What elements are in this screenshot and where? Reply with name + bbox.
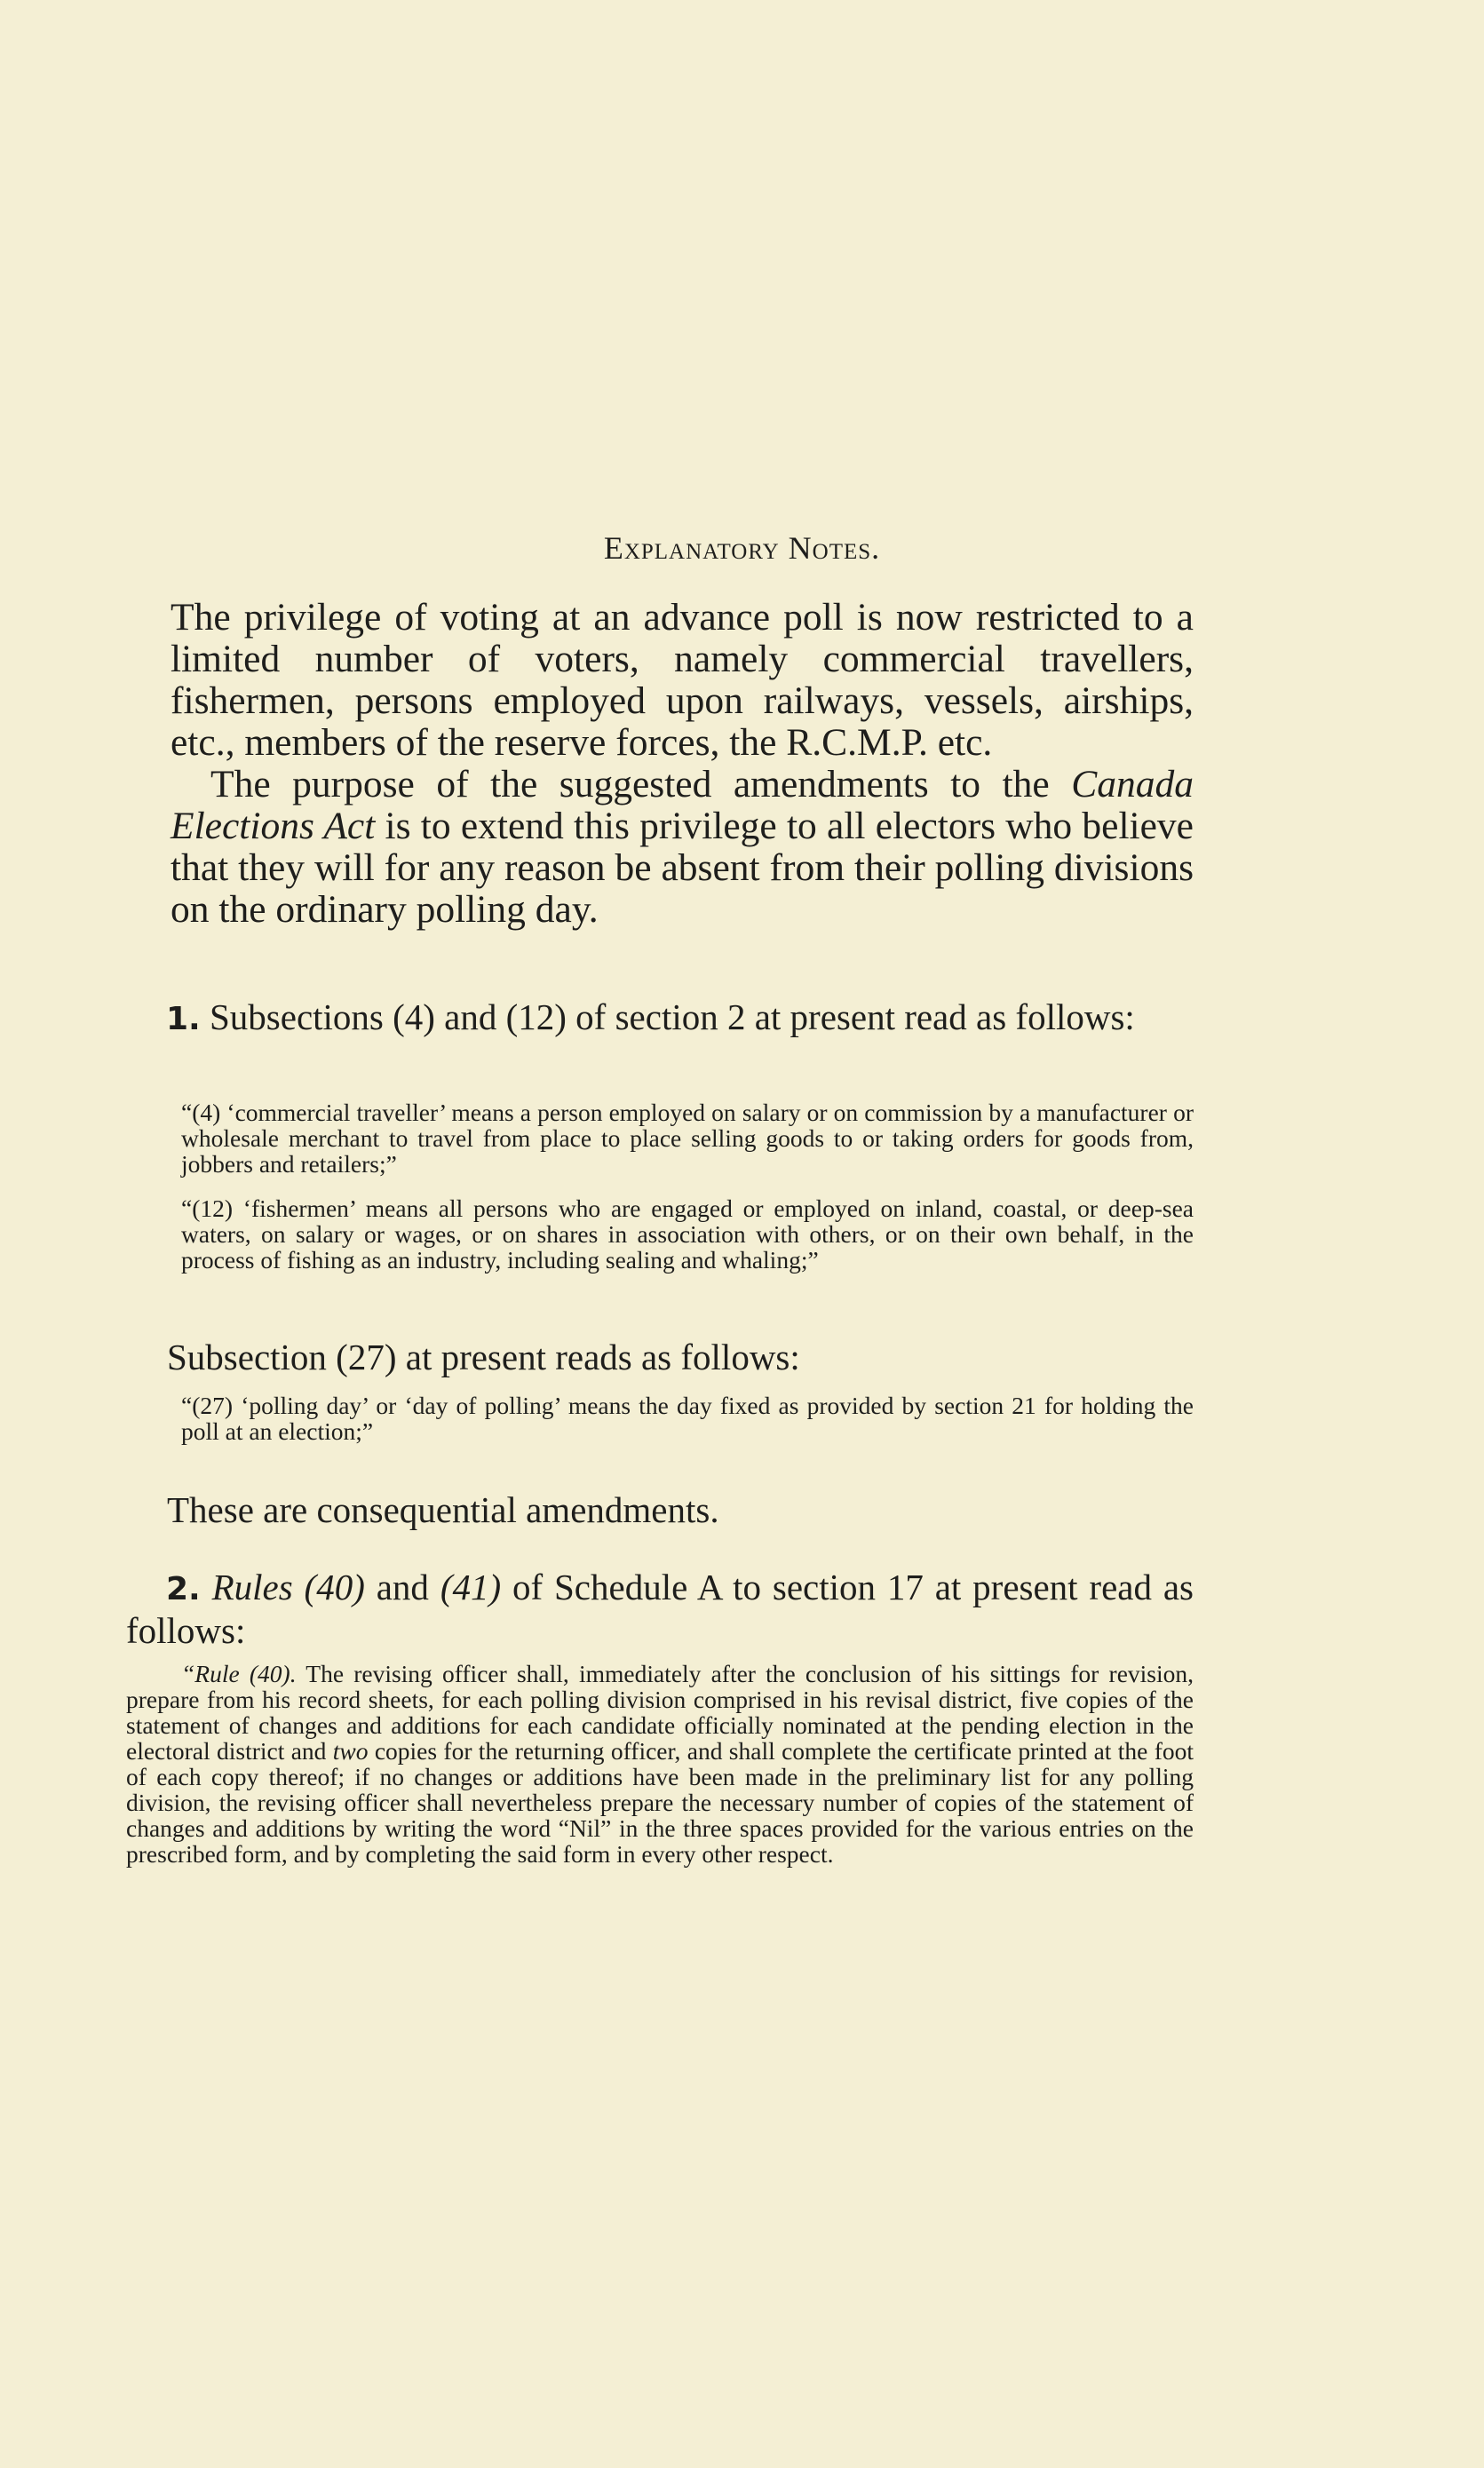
consequential-note: These are consequential amendments. <box>167 1489 719 1530</box>
quote-subsection-4-block <box>181 1099 1194 1177</box>
consequential-note-block <box>167 1489 1194 1531</box>
clause-1-heading-block <box>126 996 1194 1040</box>
clause-1-heading-text: Subsections (4) and (12) of section 2 at present read as follows: <box>200 996 1135 1037</box>
quote-subsection-12: “(12) ‘fishermen’ means all persons who are engaged or employed on inland, coastal, or deep-sea waters, on salary or wages, or on shares in association with others, or on their own behalf, in the process of fishing as an industry, including sealing and whaling;” <box>181 1194 1194 1274</box>
page-title: Explanatory Notes. <box>603 530 881 566</box>
clause-1-heading <box>126 996 1194 1040</box>
quote-subsection-27: “(27) ‘polling day’ or ‘day of polling’ means the day fixed as provided by section 21 for holding the poll at an election;” <box>181 1392 1194 1445</box>
subsection-27-heading: Subsection (27) at present reads as follows: <box>167 1337 800 1377</box>
clause-2-heading-block <box>126 1567 1194 1652</box>
quote-rule-40 <box>126 1661 1194 1867</box>
rule-40-ref: Rules (40) <box>211 1567 365 1607</box>
rule-41-ref: (41) <box>440 1567 502 1607</box>
clause-2-heading-mid: and <box>364 1567 440 1607</box>
quote-subsection-27-block <box>181 1393 1194 1444</box>
intro-paragraph-2 <box>171 764 1194 931</box>
act-name: Canada Elections Act <box>171 763 1194 847</box>
quote-subsection-4: “(4) ‘commercial traveller’ means a person employed on salary or on commission by a manufacturer or wholesale merchant to travel from place to place selling goods to or taking orders for goods from, jobbers and retailers;” <box>181 1099 1194 1178</box>
intro-section <box>171 597 1194 931</box>
quote-rule-40-label: “Rule (40). <box>181 1660 297 1687</box>
clause-2-heading <box>126 1567 1194 1652</box>
clause-2-heading-end: of Schedule A to section 17 at present read as follows: <box>126 1567 1194 1651</box>
quote-subsection-12-block <box>181 1195 1194 1273</box>
intro-paragraph-2-end: is to extend this privilege to all electors who believe that they will for any reason be absent from their polling divisions on the ordinary polling day. <box>171 805 1194 931</box>
clause-1-number: 1. <box>166 1001 201 1037</box>
intro-paragraph-1: The privilege of voting at an advance poll is now restricted to a limited number of voters, namely commercial travellers, fishermen, persons employed upon railways, vessels, airships, etc., members of the reserve forces, the R.C.M.P. etc. <box>171 596 1194 764</box>
intro-paragraph-2-start: The purpose of the suggested amendments to the <box>210 763 1072 805</box>
subsection-27-heading-block <box>167 1337 1194 1378</box>
quote-rule-40-text-b: copies for the returning officer, and shall complete the certificate printed at the foot of each copy thereof; if no changes or additions have been made in the preliminary list for any polling division, the revising officer shall nevertheless prepare the necessary number of copies of the statement of changes and additions by writing the word “Nil” in the three spaces provided for the various entries on the prescribed form, and by completing the said form in every other respect. <box>126 1737 1194 1868</box>
clause-2-number: 2. <box>166 1571 201 1607</box>
quote-rule-40-two: two <box>332 1737 369 1765</box>
quote-rule-40-text-a: The revising officer shall, immediately after the conclusion of his sittings for revision, prepare from his record sheets, for each polling division comprised in his revisal district, five copies of the statement of changes and additions for each candidate officially nominated at the pending election in the electoral district and <box>126 1660 1194 1765</box>
quote-rule-40-block <box>126 1661 1194 1867</box>
